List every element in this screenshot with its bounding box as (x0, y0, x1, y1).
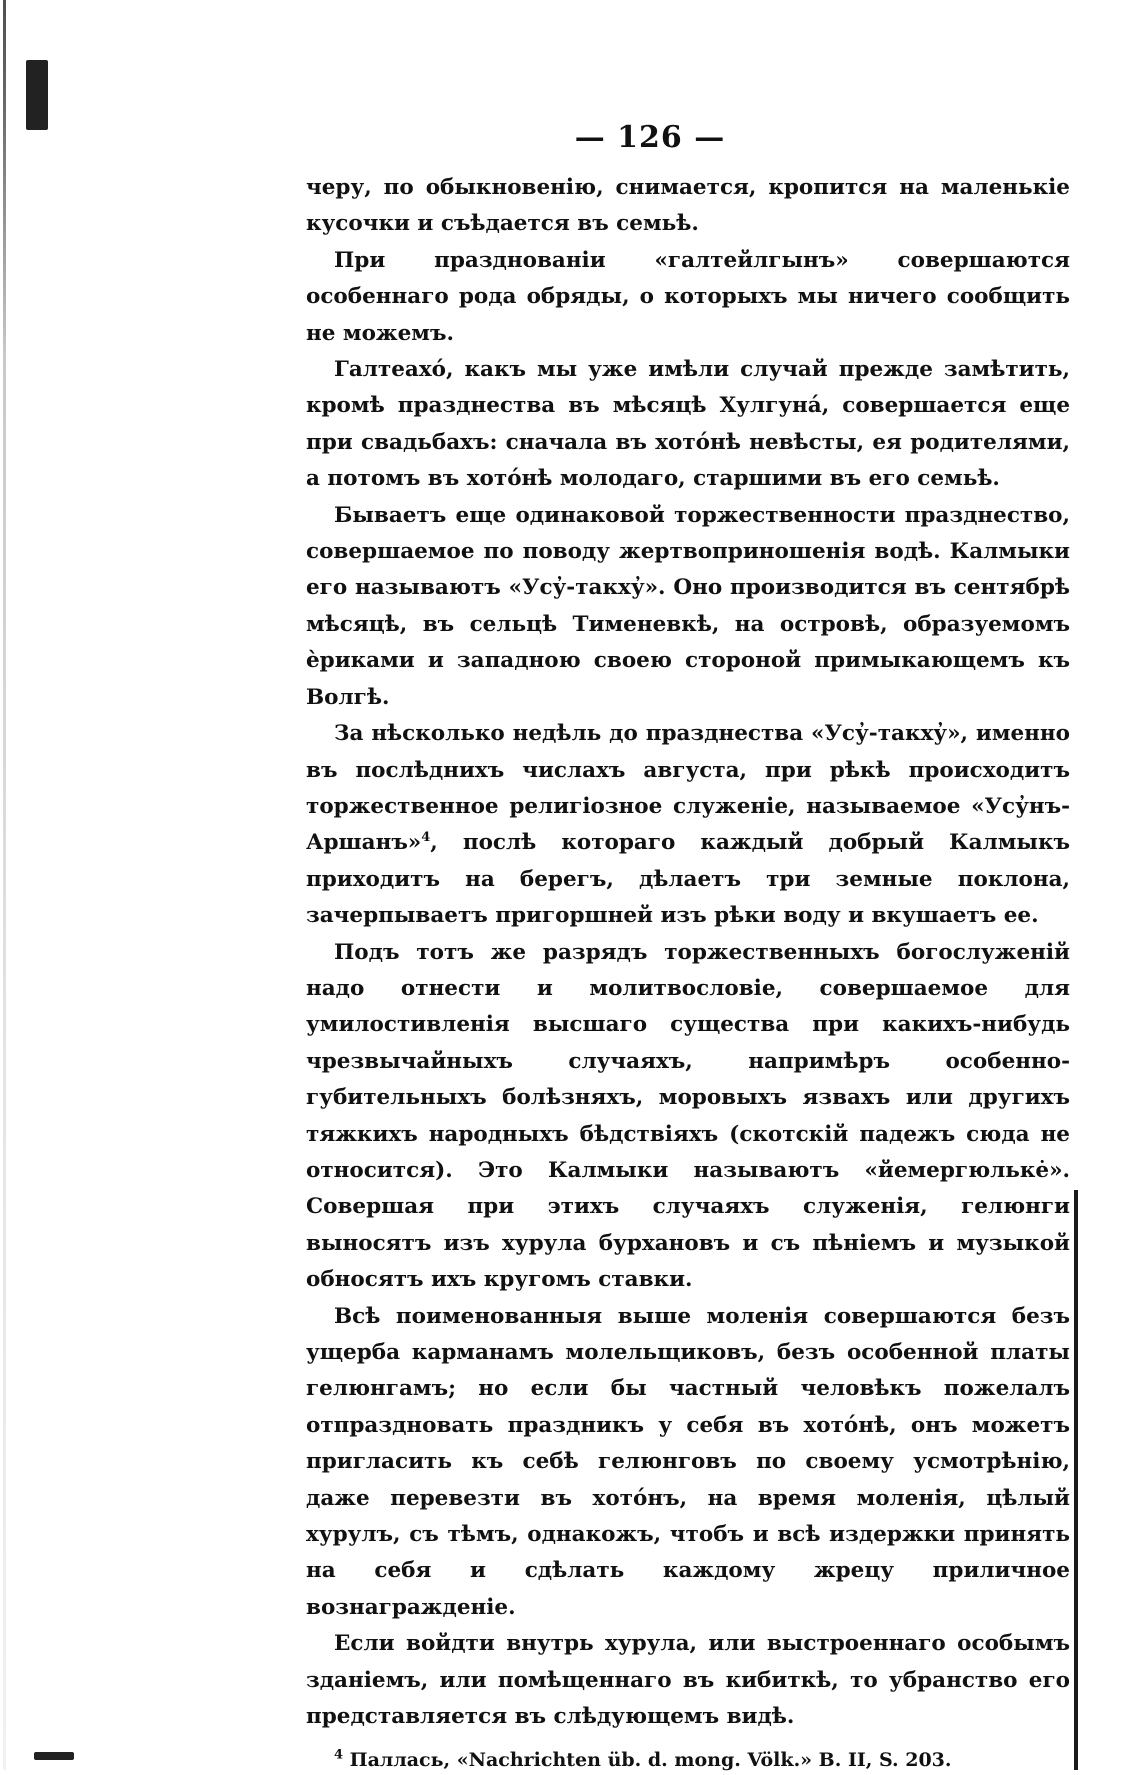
paragraph-1: черу, по обыкновенію, снимается, кропится на маленькіе кусочки и съѣдается въ семьѣ. (306, 175, 1070, 237)
paragraph-8: Если войдти внутрь хурула, или выстроеннаго особымъ зданіемъ, или помѣщеннаго въ кибиткѣ, то убранство его представляется въ слѣдующемъ видѣ. (306, 1631, 1070, 1730)
scan-mark-left (26, 60, 48, 130)
paragraph-6: Подъ тотъ же разрядъ торжественныхъ богослуженій надо отнести и молитвословіе, совершаемое для умилостивленія высшаго существа при какихъ-нибудь чрезвычайныхъ случаяхъ, напримѣръ особенно-губительныхъ болѣзняхъ, моровыхъ язвахъ или другихъ тяжкихъ народныхъ бѣдствіяхъ (скотскій падежъ сюда не относится). Это Калмыки называютъ «йемергюльке̇». Совершая при этихъ случаяхъ служенія, гелюнги выносятъ изъ хурула бурхановъ и съ пѣніемъ и музыкой обносятъ ихъ кругомъ ставки. (306, 939, 1070, 1293)
footnote-marker: 4 (334, 1748, 344, 1764)
body-text (306, 170, 1070, 1775)
paragraph-5-part-1: За нѣсколько недѣль до празднества «Усу̓-такху̓», именно въ послѣднихъ числахъ августа, при рѣкѣ происходитъ торжественное религіозное служеніе, называемое «Усу̓нъ-Аршанъ» (306, 721, 1070, 856)
scan-edge-right (1074, 1190, 1078, 1770)
footnote-ref: 4 (421, 830, 431, 846)
paragraph-7: Всѣ поименованныя выше моленія совершаются безъ ущерба карманамъ молельщиковъ, безъ особенной платы гелюнгамъ; но если бы частный человѣкъ пожелалъ отпраздновать праздникъ у себя въ хото́нѣ, онъ можетъ пригласить къ себѣ гелюнговъ по своему усмотрѣнію, даже перевезти въ хото́нъ, на время моленія, цѣлый хурулъ, съ тѣмъ, однакожъ, чтобъ и всѣ издержки принять на себя и сдѣлать каждому жрецу приличное вознагражденіе. (306, 1303, 1070, 1620)
paragraph-3: Галтеахо́, какъ мы уже имѣли случай прежде замѣтить, кромѣ празднества въ мѣсяцѣ Хулгуна́, совершается еще при свадьбахъ: сначала въ хото́нѣ невѣсты, ея родителями, а потомъ въ хото́нѣ молодаго, старшими въ его семьѣ. (306, 357, 1070, 492)
page-number: — 126 — (574, 120, 726, 155)
scan-mark-left-bottom (34, 1752, 74, 1760)
scan-edge-left (3, 0, 6, 1770)
footnote-text: Паллась, «Nachrichten üb. d. mong. Völk.» B. II, S. 203. (349, 1749, 952, 1772)
paragraph-5-part-2: , послѣ котораго каждый добрый Калмыкъ приходитъ на берегъ, дѣлаетъ три земные поклона, зачерпываетъ пригоршней изъ рѣки воду и вкушаетъ ее. (306, 830, 1070, 929)
footnote (334, 1745, 1070, 1775)
paragraph-2: При празднованіи «галтейлгынъ» совершаются особеннаго рода обряды, о которыхъ мы ничего сообщить не можемъ. (306, 247, 1070, 346)
paragraph-4: Бываетъ еще одинаковой торжественности празднество, совершаемое по поводу жертвоприношенія водѣ. Калмыки его называютъ «Усу̓-такху̓». Оно производится въ сентябрѣ мѣсяцѣ, въ сельцѣ Тименевкѣ, на островѣ, образуемомъ ѐриками и западною своею стороной примыкающемъ къ Волгѣ. (306, 502, 1070, 710)
paragraph-5 (306, 716, 1070, 934)
